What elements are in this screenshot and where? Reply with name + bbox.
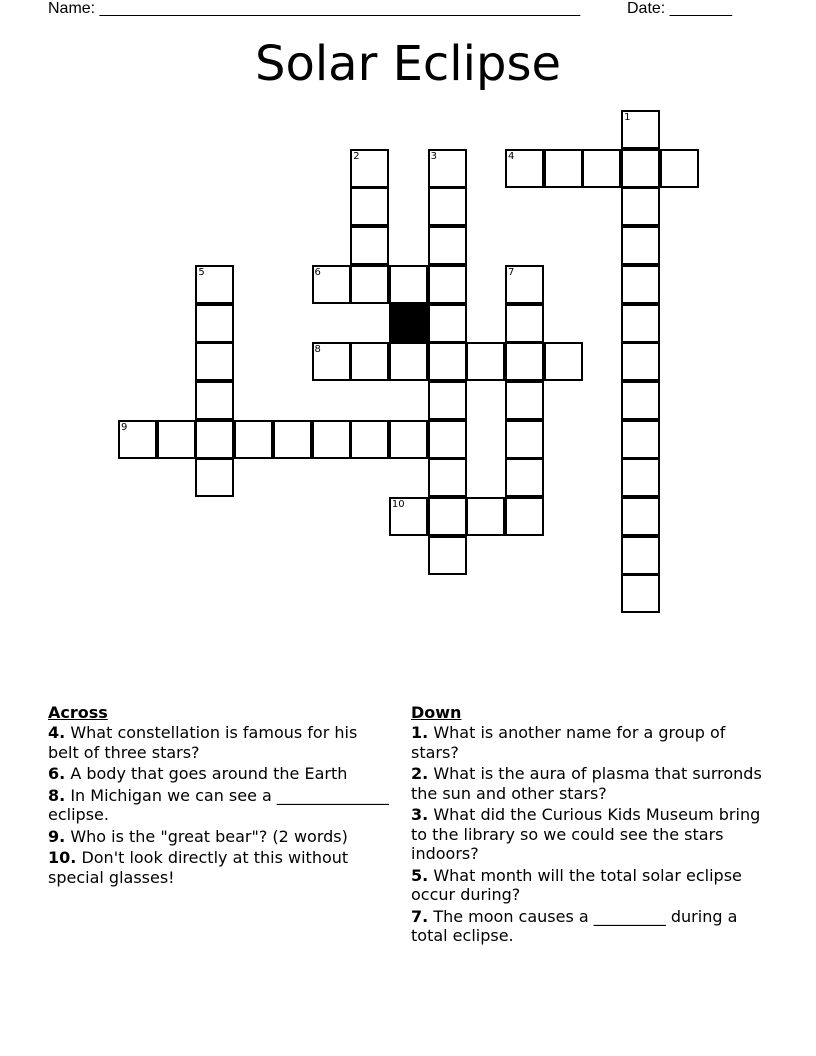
grid-cell[interactable] <box>621 536 660 575</box>
grid-cell[interactable] <box>621 265 660 304</box>
clue-number: 5. <box>411 865 429 885</box>
clue-number: 10. <box>48 848 77 867</box>
grid-cell[interactable] <box>505 381 544 420</box>
grid-cell[interactable] <box>350 187 389 226</box>
grid-cell[interactable] <box>621 110 660 149</box>
clue-number-label: 9 <box>121 421 128 433</box>
grid-cell[interactable] <box>195 304 234 343</box>
clue-number: 4. <box>48 723 66 742</box>
grid-cell[interactable] <box>312 342 351 381</box>
grid-cell[interactable] <box>350 226 389 265</box>
grid-cell[interactable] <box>621 458 660 497</box>
clue-text: Who is the "great bear"? (2 words) <box>70 826 348 846</box>
grid-cell[interactable] <box>428 536 467 575</box>
grid-cell[interactable] <box>621 187 660 226</box>
clue-across-4 <box>48 723 393 762</box>
grid-cell[interactable] <box>428 149 467 188</box>
name-field[interactable]: Name: ______________________________________________________ <box>48 0 581 17</box>
grid-cell[interactable] <box>428 420 467 459</box>
grid-cell[interactable] <box>118 420 157 459</box>
clue-number-label: 1 <box>624 112 631 123</box>
grid-cell[interactable] <box>428 226 467 265</box>
grid-cell[interactable] <box>428 265 467 304</box>
clue-text: In Michigan we can see a ______________ eclipse. <box>48 785 389 824</box>
clue-down-7 <box>411 907 771 946</box>
clue-across-6 <box>48 764 393 784</box>
black-square <box>389 304 428 343</box>
grid-cell[interactable] <box>195 458 234 497</box>
grid-cell[interactable] <box>544 342 583 381</box>
clue-across-10 <box>48 848 393 887</box>
clue-number-label: 4 <box>508 150 515 162</box>
grid-cell[interactable] <box>621 149 660 188</box>
clue-number: 8. <box>48 785 66 805</box>
grid-cell[interactable] <box>312 265 351 304</box>
grid-cell[interactable] <box>621 497 660 536</box>
clue-text: What did the Curious Kids Museum bring to the library so we could see the stars indoors? <box>411 805 761 863</box>
grid-cell[interactable] <box>312 420 351 459</box>
page-title: Solar Eclipse <box>255 36 561 92</box>
clue-number: 1. <box>411 723 429 742</box>
clue-number-label: 7 <box>508 266 515 278</box>
grid-cell[interactable] <box>621 304 660 343</box>
clue-number-label: 5 <box>198 266 205 278</box>
clue-down-1 <box>411 723 771 762</box>
grid-cell[interactable] <box>195 342 234 381</box>
grid-cell[interactable] <box>195 381 234 420</box>
clue-number-label: 8 <box>314 344 321 356</box>
grid-cell[interactable] <box>505 342 544 381</box>
grid-cell[interactable] <box>621 574 660 613</box>
grid-cell[interactable] <box>428 187 467 226</box>
grid-cell[interactable] <box>466 342 505 381</box>
grid-cell[interactable] <box>505 304 544 343</box>
grid-cell[interactable] <box>466 497 505 536</box>
grid-cell[interactable] <box>273 420 312 459</box>
clue-number: 3. <box>411 805 429 824</box>
grid-cell[interactable] <box>350 420 389 459</box>
clue-text: What month will the total solar eclipse occur during? <box>411 865 742 904</box>
grid-cell[interactable] <box>505 420 544 459</box>
clue-text: What constellation is famous for his belt of three stars? <box>48 723 358 762</box>
grid-cell[interactable] <box>428 497 467 536</box>
clue-down-3 <box>411 805 771 864</box>
down-clues <box>411 703 771 948</box>
grid-cell[interactable] <box>195 265 234 304</box>
clue-down-5 <box>411 866 771 905</box>
across-clues <box>48 703 393 889</box>
clue-number-label: 10 <box>391 499 405 510</box>
grid-cell[interactable] <box>621 420 660 459</box>
date-field[interactable]: Date: _______ <box>627 0 732 17</box>
grid-cell[interactable] <box>350 342 389 381</box>
clue-across-9 <box>48 827 393 847</box>
grid-cell[interactable] <box>428 304 467 343</box>
clue-text: Don't look directly at this without special glasses! <box>48 848 349 887</box>
grid-cell[interactable] <box>582 149 621 188</box>
grid-cell[interactable] <box>389 497 428 536</box>
grid-cell[interactable] <box>428 381 467 420</box>
clue-text: A body that goes around the Earth <box>70 764 348 783</box>
clue-across-8 <box>48 786 393 825</box>
clue-text: The moon causes a _________ during a total eclipse. <box>411 906 738 945</box>
clue-number: 2. <box>411 764 429 783</box>
grid-cell[interactable] <box>234 420 273 459</box>
grid-cell[interactable] <box>505 458 544 497</box>
grid-cell[interactable] <box>428 342 467 381</box>
grid-cell[interactable] <box>621 381 660 420</box>
clue-down-2 <box>411 764 771 803</box>
grid-cell[interactable] <box>621 226 660 265</box>
grid-cell[interactable] <box>505 497 544 536</box>
grid-cell[interactable] <box>389 342 428 381</box>
grid-cell[interactable] <box>544 149 583 188</box>
clue-number-label: 2 <box>353 150 360 162</box>
grid-cell[interactable] <box>505 149 544 188</box>
clue-number: 7. <box>411 906 429 926</box>
down-heading: Down <box>411 703 462 722</box>
across-heading: Across <box>48 703 108 722</box>
grid-cell[interactable] <box>660 149 699 188</box>
grid-cell[interactable] <box>505 265 544 304</box>
clue-number: 6. <box>48 764 66 783</box>
grid-cell[interactable] <box>157 420 196 459</box>
grid-cell[interactable] <box>389 420 428 459</box>
clue-number-label: 6 <box>314 266 321 278</box>
grid-cell[interactable] <box>621 342 660 381</box>
clue-number-label: 3 <box>430 150 437 162</box>
clue-text: What is the aura of plasma that surronds the sun and other stars? <box>411 764 762 803</box>
grid-cell[interactable] <box>350 149 389 188</box>
clue-text: What is another name for a group of stars? <box>411 723 726 762</box>
grid-cell[interactable] <box>195 420 234 459</box>
grid-cell[interactable] <box>389 265 428 304</box>
grid-cell[interactable] <box>428 458 467 497</box>
grid-cell[interactable] <box>350 265 389 304</box>
clue-number: 9. <box>48 826 66 846</box>
